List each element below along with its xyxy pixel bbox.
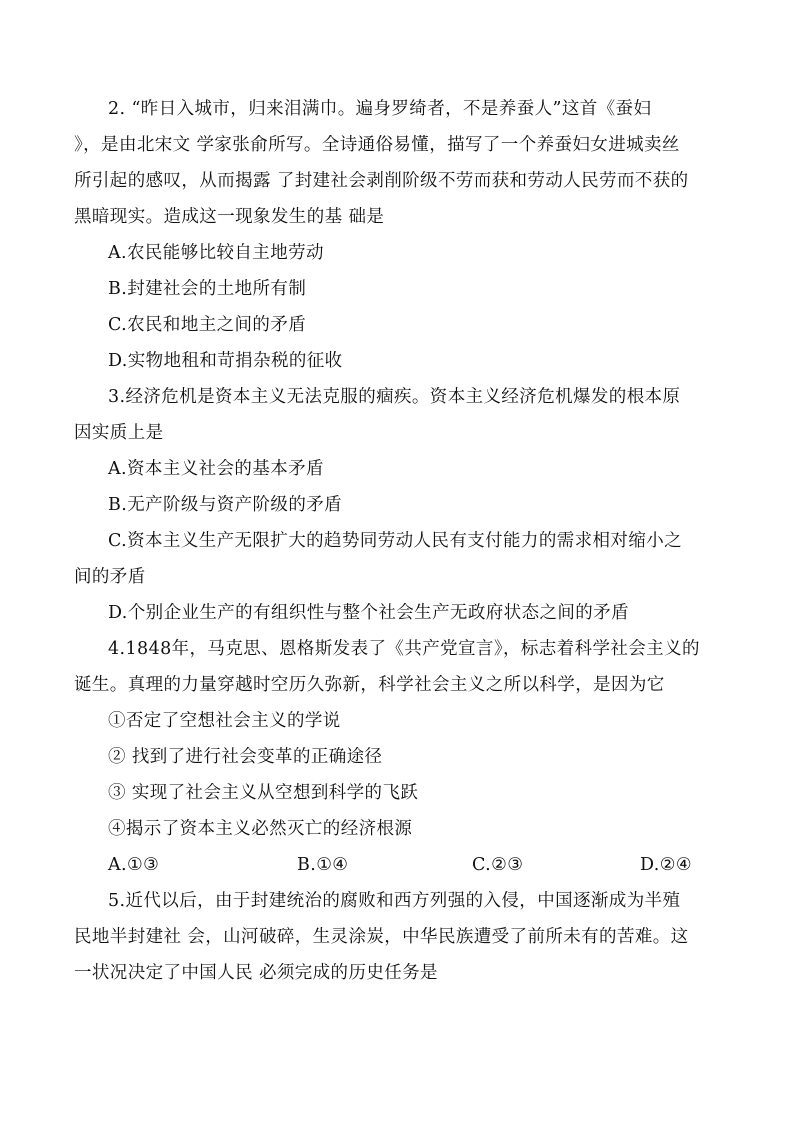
q2-stem-line-3: 所引起的感叹，从而揭露 了封建社会剥削阶级不劳而获和劳动人民劳而不获的	[74, 171, 689, 191]
q2-option-a: A.农民能够比较自主地劳动	[108, 243, 324, 263]
q2-option-d: D.实物地租和苛捐杂税的征收	[108, 351, 343, 371]
q5-stem-line-1: 5.近代以后，由于封建统治的腐败和西方列强的入侵，中国逐渐成为半殖	[108, 891, 681, 911]
q4-choice-b: B.①④	[297, 855, 349, 875]
q4-item-3: ③ 实现了社会主义从空想到科学的飞跃	[108, 783, 419, 803]
q4-item-2: ② 找到了进行社会变革的正确途径	[108, 747, 383, 767]
q4-choice-a: A.①③	[108, 855, 160, 875]
q2-option-c: C.农民和地主之间的矛盾	[108, 315, 307, 335]
q2-stem-line-4: 黑暗现实。造成这一现象发生的基 础是	[74, 207, 385, 227]
q4-stem-line-1: 4.1848年，马克思、恩格斯发表了《共产党宣言》，标志着科学社会主义的	[108, 639, 700, 659]
q4-choice-d: D.②④	[640, 855, 692, 875]
q2-stem-line-1: 2. “昨日入城市，归来泪满巾。遍身罗绮者，不是养蚕人”这首《蚕妇	[108, 99, 652, 119]
q3-stem-line-2: 因实质上是	[74, 423, 164, 443]
q2-option-b: B.封建社会的土地所有制	[108, 279, 307, 299]
q4-choice-c: C.②③	[472, 855, 524, 875]
q3-option-a: A.资本主义社会的基本矛盾	[108, 459, 324, 479]
q2-stem-line-2: 》，是由北宋文 学家张俞所写。全诗通俗易懂，描写了一个养蚕妇女进城卖丝	[74, 135, 680, 155]
q3-stem-line-1: 3.经济危机是资本主义无法克服的痼疾。资本主义经济危机爆发的根本原	[108, 387, 681, 407]
q4-stem-line-2: 诞生。真理的力量穿越时空历久弥新，科学社会主义之所以科学，是因为它	[74, 675, 665, 695]
q3-option-d: D.个别企业生产的有组织性与整个社会生产无政府状态之间的矛盾	[108, 603, 629, 623]
q4-item-4: ④揭示了资本主义必然灭亡的经济根源	[108, 819, 413, 839]
q4-item-1: ①否定了空想社会主义的学说	[108, 711, 341, 731]
q5-stem-line-3: 一状况决定了中国人民 必须完成的历史任务是	[74, 963, 438, 983]
q3-option-b: B.无产阶级与资产阶级的矛盾	[108, 495, 343, 515]
q5-stem-line-2: 民地半封建社 会，山河破碎，生灵涂炭，中华民族遭受了前所未有的苦难。这	[74, 927, 689, 947]
q3-option-c-line-1: C.资本主义生产无限扩大的趋势同劳动人民有支付能力的需求相对缩小之	[108, 531, 683, 551]
q3-option-c-line-2: 间的矛盾	[74, 567, 146, 587]
